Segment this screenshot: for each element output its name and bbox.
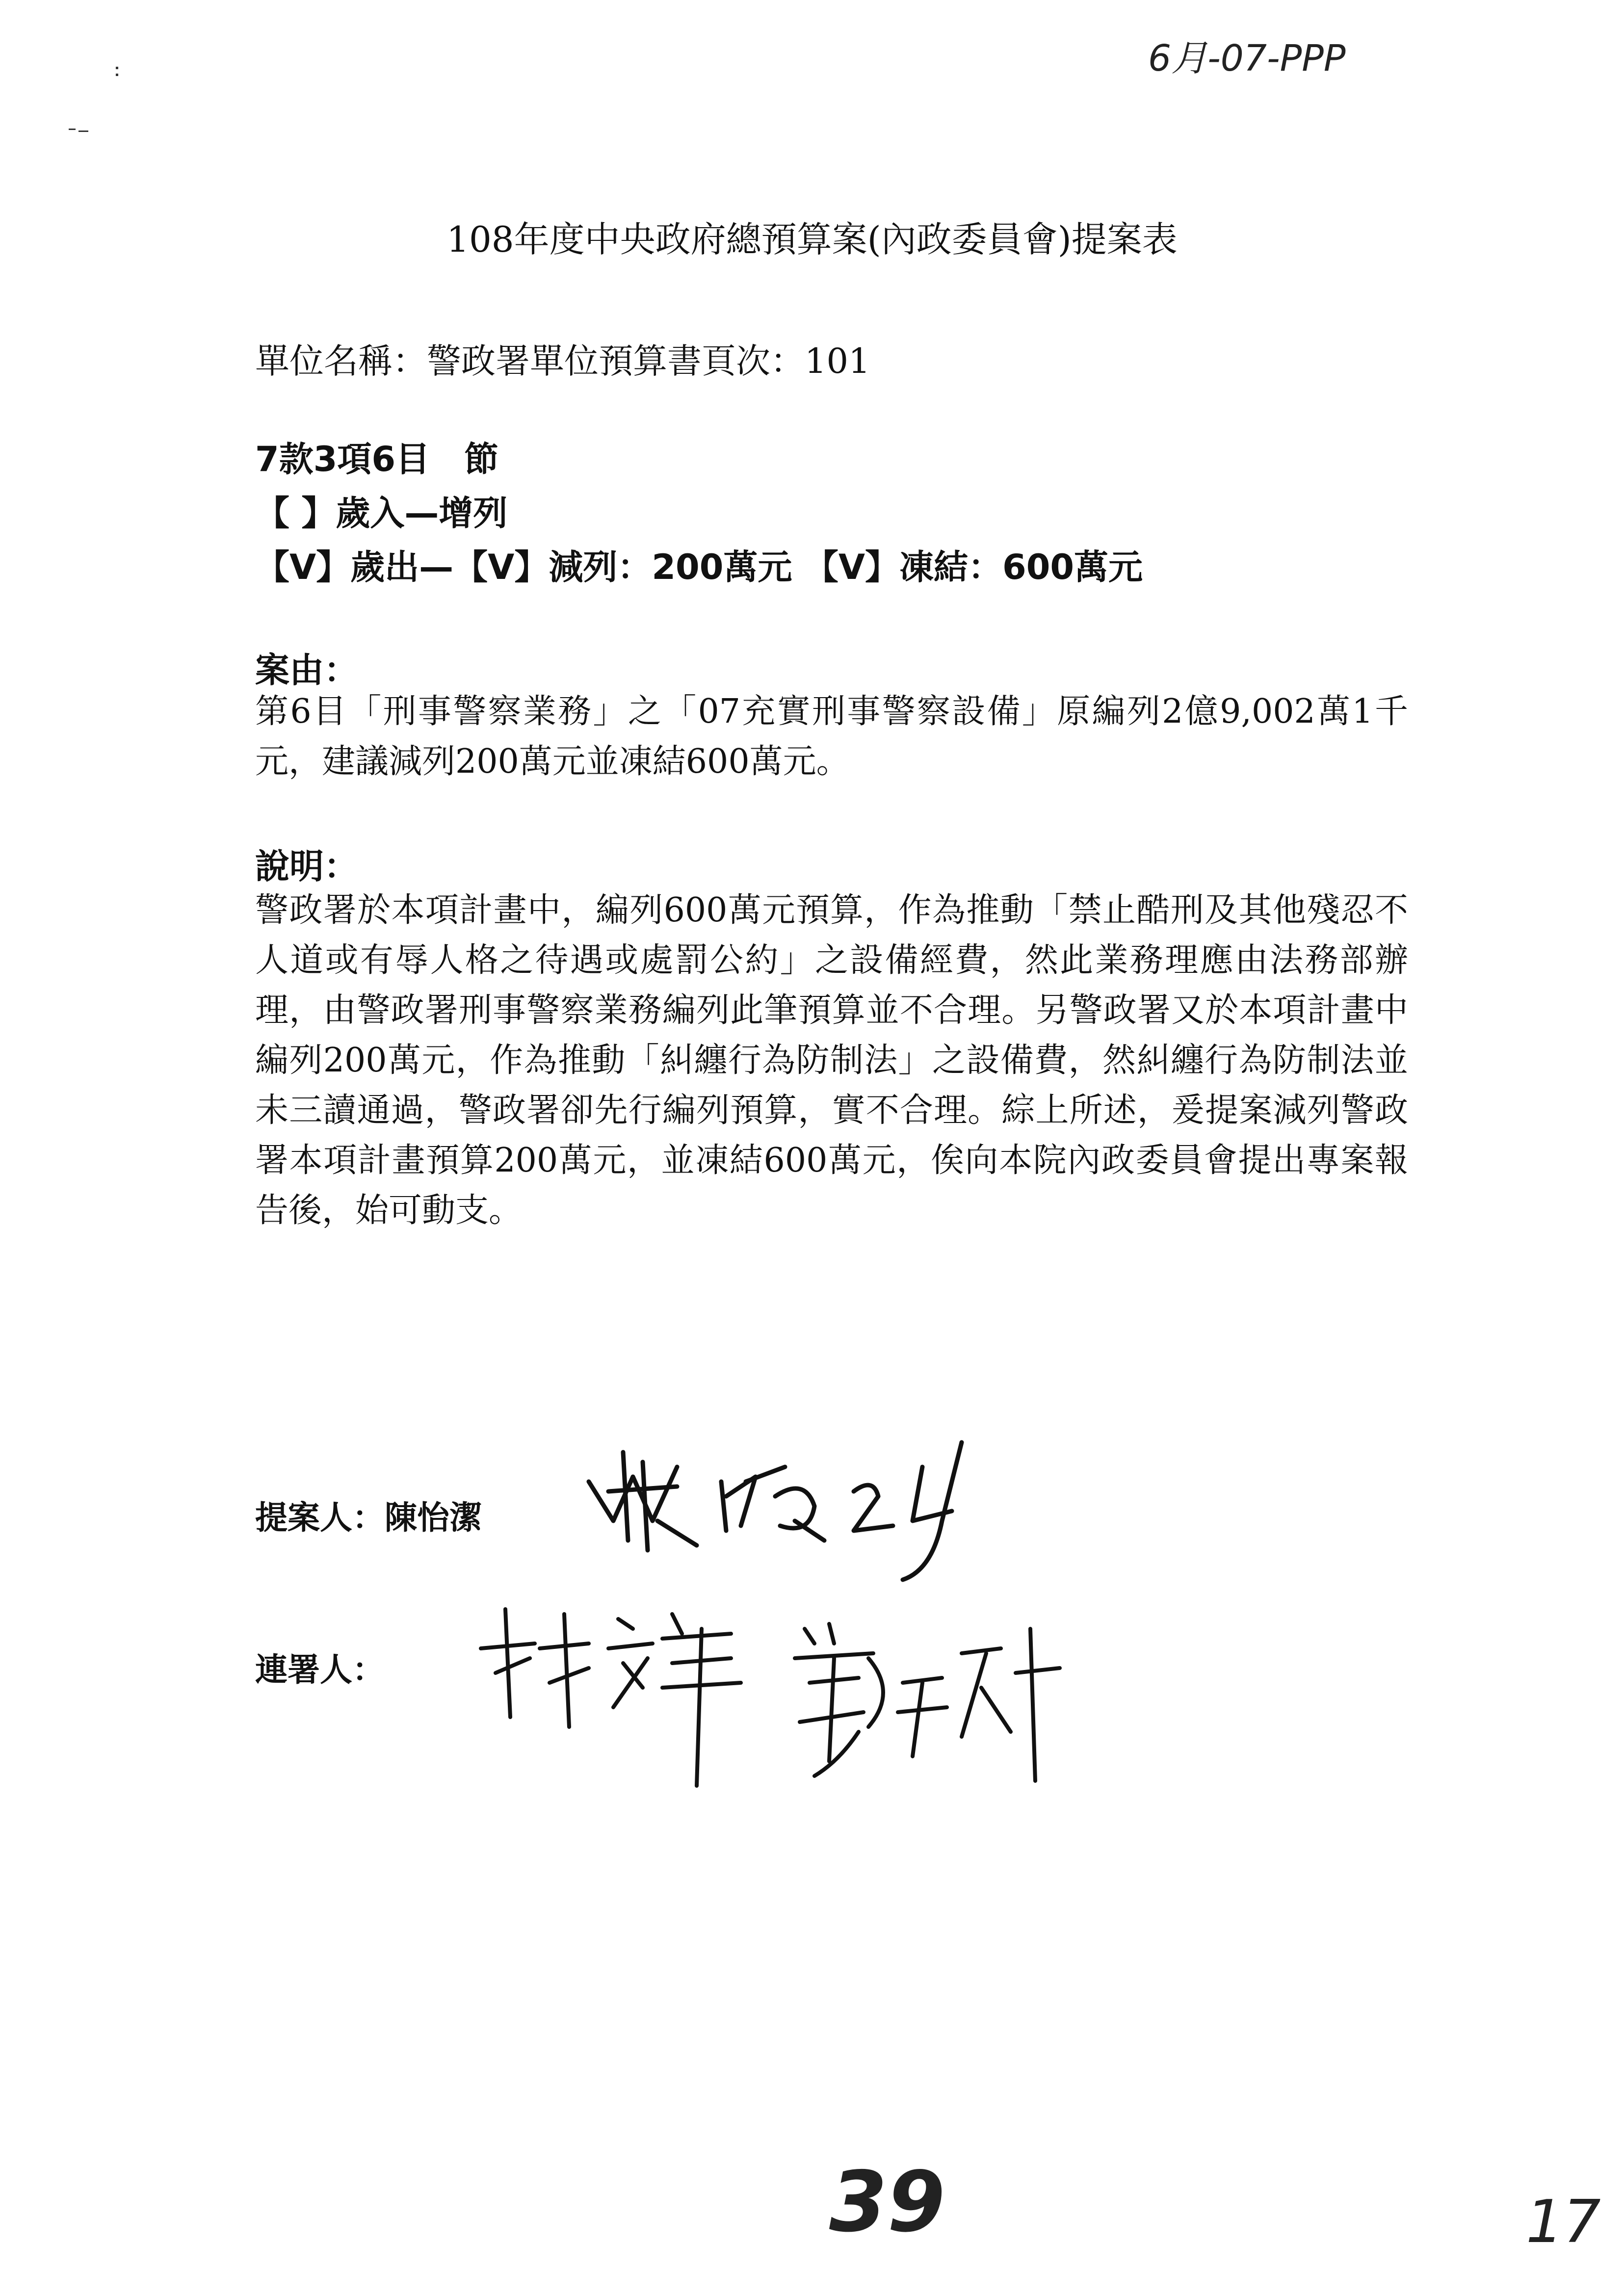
reason-heading: 案由： <box>255 650 358 690</box>
scan-dot <box>116 74 118 76</box>
corner-number: 17 <box>1526 2188 1601 2256</box>
cosigner-signature-1-drawing <box>476 1599 780 1796</box>
scan-dot <box>79 130 88 132</box>
cosigner-signature-2 <box>785 1614 1079 1791</box>
proposer-signature-drawing <box>579 1423 1021 1585</box>
proposer-signature <box>579 1423 1021 1585</box>
cosigner-label: 連署人： <box>255 1651 385 1689</box>
revenue-line: 【 】歲入—增列 <box>255 493 508 533</box>
cosigner-signature-2-drawing <box>785 1614 1079 1791</box>
scan-dot <box>116 67 118 69</box>
kuan-line: 7款3項6目 節 <box>255 439 499 479</box>
page-number: 39 <box>829 2154 945 2251</box>
top-right-stamp: 6月-07-PPP <box>1148 37 1346 79</box>
page-title: 108年度中央政府總預算案(內政委員會)提案表 <box>446 219 1178 260</box>
explanation-text: 警政署於本項計畫中，編列600萬元預算，作為推動「禁止酷刑及其他殘忍不人道或有辱人格之待遇或處罰公約」之設備經費，然此業務理應由法務部辦理，由警政署刑事警察業務編列此筆預算並不合理。另警政署又於本項計畫中編列200萬元，作為推動「糾纏行為防制法」之設備費，然糾纏行為防制法並未三讀通過，警政署卻先行編列預算，實不合理。綜上所述，爰提案減列警政署本項計畫預算200萬元，並凍結600萬元，俟向本院內政委員會提出專案報告後，始可動支。 <box>255 891 1408 1230</box>
scan-dot <box>69 129 76 130</box>
reason-text: 第6目「刑事警察業務」之「07充實刑事警察設備」原編列2億9,002萬1千元，建議減列200萬元並凍結600萬元。 <box>255 692 1408 781</box>
unit-line: 單位名稱：警政署單位預算書頁次：101 <box>255 341 870 381</box>
expense-line: 【V】歲出—【V】減列：200萬元 【V】凍結：600萬元 <box>255 547 1143 587</box>
cosigner-signature-1 <box>476 1599 780 1796</box>
explanation-heading: 說明： <box>255 846 358 887</box>
proposer-label: 提案人：陳怡潔 <box>255 1499 482 1537</box>
